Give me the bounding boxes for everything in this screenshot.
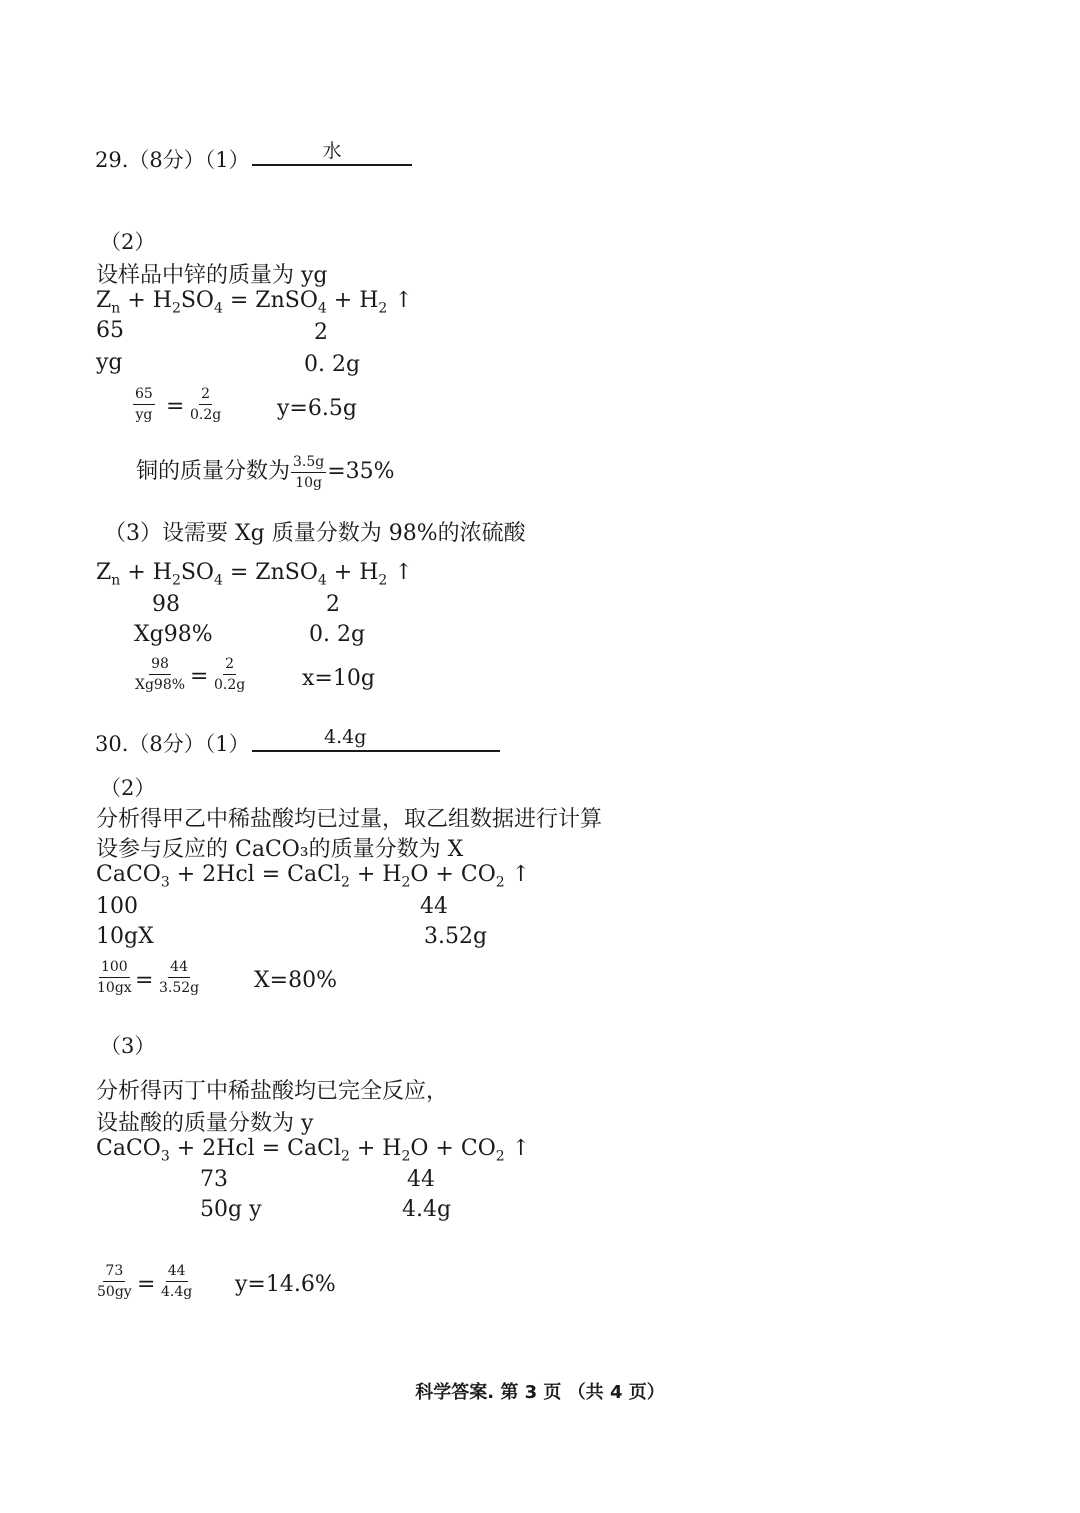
q30-result-1: X=80% — [254, 968, 337, 993]
q29-equation-2: $Z_n + H_2SO_4$ = ZnSO$_4$ + $H_2$ ↑ — [96, 560, 413, 589]
q29-copper-line: 铜的质量分数为 $\frac{3.5g}{10g}$ =35% — [136, 453, 395, 491]
q29-equals-2: = — [190, 664, 209, 689]
q29-part3-text: （3）设需要 Xg 质量分数为 98%的浓硫酸 — [104, 521, 526, 546]
q29-row4-left: Xg98% — [134, 622, 213, 647]
q29-row3-right: 2 — [326, 592, 340, 617]
q30-fraction-2: $\frac{44}{3.52g}$ — [159, 959, 200, 996]
q30-fraction-1: $\frac{100}{10gx}$ — [97, 959, 132, 996]
q29-part2-label: （2） — [100, 230, 156, 254]
q30-answer1: 4.4g — [252, 722, 500, 752]
q30-row2-right: 3.52g — [424, 924, 488, 949]
q29-part2-setup: 设样品中锌的质量为 yg — [96, 263, 328, 288]
q30-part3-label: （3） — [100, 1034, 156, 1058]
q30-line2: 设参与反应的 CaCO₃的质量分数为 X — [96, 837, 464, 862]
q30-row1-left: 100 — [96, 894, 138, 919]
q30-equation-1: CaCO$_3$ + 2Hcl = CaCl$_2$ + $H_2O + CO_2$ ↑ — [96, 862, 531, 891]
q29-fraction-1: $\frac{65}{yg}$ — [135, 386, 153, 423]
q29-answer1: 水 — [252, 136, 412, 166]
q30-line3: 分析得丙丁中稀盐酸均已完全反应， — [96, 1079, 449, 1104]
q29-equals-1: = — [166, 394, 185, 419]
q30-line4: 设盐酸的质量分数为 y — [96, 1111, 314, 1136]
q29-header: 29.（8分）（1） — [95, 148, 250, 172]
q29-copper-fraction: $\frac{3.5g}{10g}$ — [293, 453, 325, 491]
q30-row4-right: 4.4g — [402, 1197, 452, 1222]
q29-row3-left: 98 — [152, 592, 180, 617]
q30-row3-left: 73 — [200, 1167, 228, 1192]
q29-fraction-2: $\frac{2}{0.2g}$ — [190, 386, 222, 423]
q30-row4-left: 50g y — [200, 1197, 262, 1222]
q29-fraction-4: $\frac{2}{0.2g}$ — [214, 656, 246, 693]
q30-row3-right: 44 — [407, 1167, 435, 1192]
q29-row2-left: yg — [96, 350, 123, 375]
q30-equation-2: CaCO$_3$ + 2Hcl = CaCl$_2$ + $H_2O + CO_2$ ↑ — [96, 1136, 531, 1165]
q30-header: 30.（8分）（1） — [95, 732, 250, 756]
q29-row4-right: 0. 2g — [309, 622, 366, 647]
q29-equation-1: $Z_n + H_2SO_4$ = ZnSO$_4$ + $H_2$ ↑ — [96, 288, 413, 317]
q30-part2-label: （2） — [100, 776, 156, 800]
q30-equals-2: = — [137, 1272, 156, 1297]
q30-fraction-3: $\frac{73}{50gy}$ — [97, 1263, 132, 1300]
q29-row1-right: 2 — [314, 320, 328, 345]
q30-row1-right: 44 — [420, 894, 448, 919]
page-footer: 科学答案. 第 3 页 （共 4 页） — [415, 1382, 665, 1403]
q30-row2-left: 10gX — [96, 924, 154, 949]
q29-row1-left: 65 — [96, 318, 124, 343]
q29-result-1: y=6.5g — [277, 396, 357, 421]
q29-result-2: x=10g — [302, 666, 375, 691]
q29-fraction-3: $\frac{98}{Xg98\%}$ — [135, 656, 186, 693]
q30-result-2: y=14.6% — [235, 1272, 336, 1297]
q30-equals-1: = — [135, 968, 154, 993]
q29-row2-right: 0. 2g — [304, 352, 361, 377]
q30-fraction-4: $\frac{44}{4.4g}$ — [161, 1263, 193, 1300]
q30-line1: 分析得甲乙中稀盐酸均已过量，取乙组数据进行计算 — [96, 807, 603, 832]
